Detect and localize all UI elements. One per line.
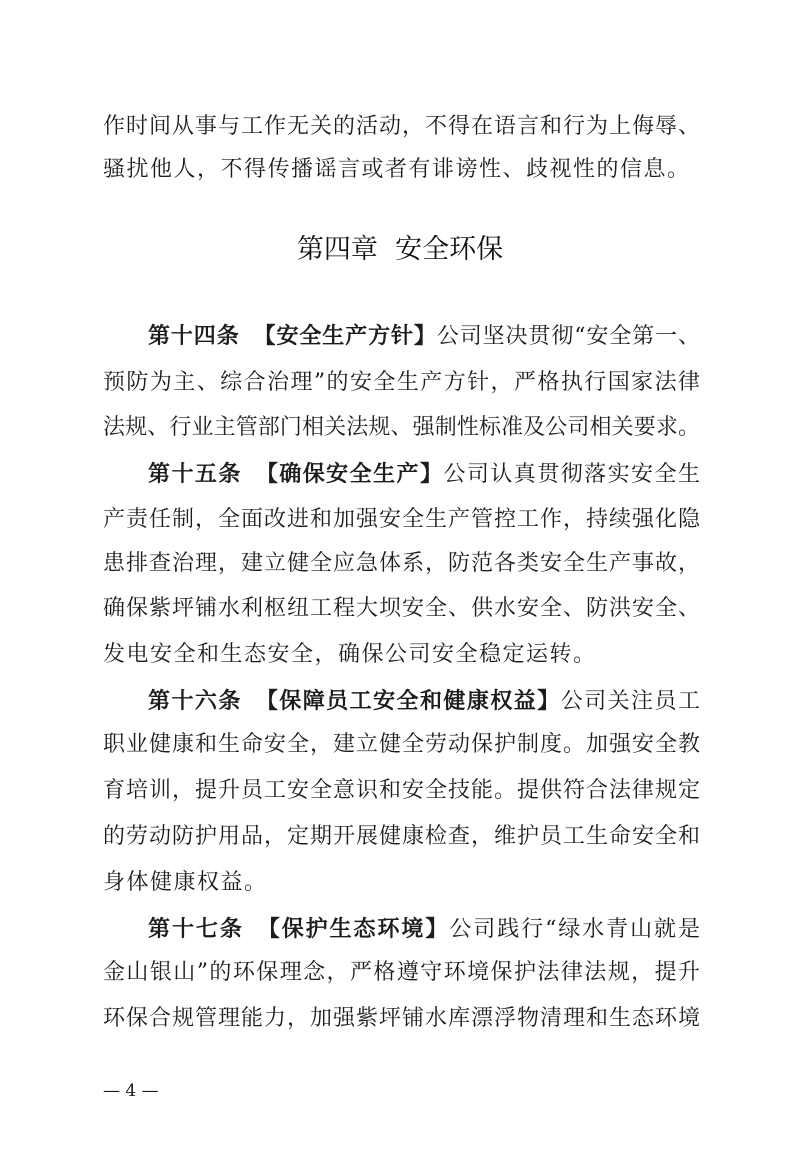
page-number: — 4 — [103,1081,159,1101]
article-heading: 【保护生态环境】 [257,916,450,942]
article-number: 第十五条 [148,461,242,487]
article-number: 第十六条 [148,688,242,714]
article-first-line [148,914,700,944]
article-lead-text: 公司践行“绿水青山就是 [449,917,700,942]
article-heading: 【确保安全生产】 [255,461,444,487]
article-lead-text: 公司关注员工 [560,689,700,714]
body-line: 金山银山”的环保理念，严格遵守环境保护法律法规，提升 [103,960,700,985]
article-first-line [148,321,700,351]
article-number: 第十四条 [148,323,240,349]
article-lead-text: 公司认真贯彻落实安全生 [443,462,700,487]
body-line: 患排查治理，建立健全应急体系，防范各类安全生产事故， [103,551,700,576]
body-line: 确保紫坪铺水利枢纽工程大坝安全、供水安全、防洪安全、 [103,596,700,621]
body-line: 发电安全和生态安全，确保公司安全稳定运转。 [103,642,597,667]
body-line: 的劳动防护用品，定期开展健康检查，维护员工生命安全和 [103,824,700,849]
body-line: 职业健康和生命安全，建立健全劳动保护制度。加强安全教 [103,732,700,757]
body-line: 作时间从事与工作无关的活动，不得在语言和行为上侮辱、 [103,114,700,139]
body-line: 产责任制，全面改进和加强安全生产管控工作，持续强化隐 [103,507,700,532]
body-line: 环保合规管理能力，加强紫坪铺水库漂浮物清理和生态环境 [103,1006,700,1031]
article-number: 第十七条 [148,916,244,942]
body-line: 预防为主、综合治理”的安全生产方针，严格执行国家法律 [103,370,700,395]
body-line: 骚扰他人，不得传播谣言或者有诽谤性、歧视性的信息。 [103,157,691,182]
body-line: 法规、行业主管部门相关法规、强制性标准及公司相关要求。 [103,415,700,440]
chapter-title: 第四章 安全环保 [296,234,504,265]
article-first-line [148,686,700,716]
article-heading: 【保障员工安全和健康权益】 [255,688,561,714]
body-line: 育培训，提升员工安全意识和安全技能。提供符合法律规定 [103,778,700,803]
article-first-line [148,459,700,489]
article-heading: 【安全生产方针】 [253,323,437,349]
body-line: 身体健康权益。 [103,870,268,895]
article-lead-text: 公司坚决贯彻“安全第一、 [436,324,700,349]
